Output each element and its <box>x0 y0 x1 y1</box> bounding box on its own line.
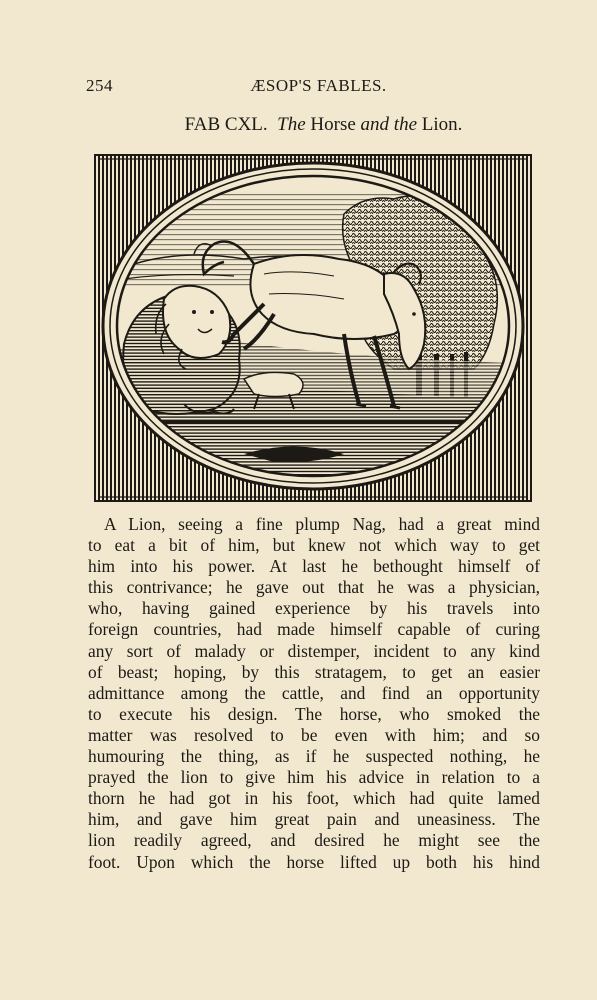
book-title: ÆSOP'S FABLES. <box>250 76 387 95</box>
body-line: who, having gained experience by his travels into <box>88 598 540 619</box>
body-line: foreign countries, had made himself capable of curing <box>88 619 540 640</box>
body-line: A Lion, seeing a fine plump Nag, had a great mind <box>104 514 540 534</box>
body-line: matter was resolved to be even with him; and so <box>88 724 540 745</box>
fable-title-the: The <box>277 114 306 135</box>
body-line: thorn he had got in his foot, which had quite lamed <box>88 788 540 809</box>
fable-body-text <box>88 514 540 873</box>
body-line: him, and gave him great pain and uneasiness. The <box>88 809 540 830</box>
body-line: to execute his design. The horse, who smoked the <box>88 703 540 724</box>
fable-heading <box>86 114 541 136</box>
fable-title-and-the: and the <box>360 114 418 135</box>
running-head <box>86 76 541 100</box>
body-line: to eat a bit of him, but knew not which way to get <box>88 535 540 556</box>
body-line: humouring the thing, as if he suspected nothing, he <box>88 746 540 767</box>
body-line: any sort of malady or distemper, incident to any kind <box>88 640 540 661</box>
fable-number: FAB CXL. <box>184 114 268 135</box>
fable-title-horse: Horse <box>310 114 356 135</box>
fable-title-lion: Lion. <box>421 114 463 135</box>
body-line: admittance among the cattle, and find an opportunity <box>88 682 540 703</box>
body-line: foot. Upon which the horse lifted up both his hind <box>88 851 540 872</box>
woodcut-horse-lion-icon <box>94 154 532 502</box>
page-number: 254 <box>86 76 113 95</box>
body-line: this contrivance; he gave out that he was a physician, <box>88 577 540 598</box>
body-line: him into his power. At last he bethought himself of <box>88 556 540 577</box>
body-line: lion readily agreed, and desired he might see the <box>88 830 540 851</box>
body-line: of beast; hoping, by this stratagem, to get an easier <box>88 661 540 682</box>
body-line: prayed the lion to give him his advice in relation to a <box>88 767 540 788</box>
